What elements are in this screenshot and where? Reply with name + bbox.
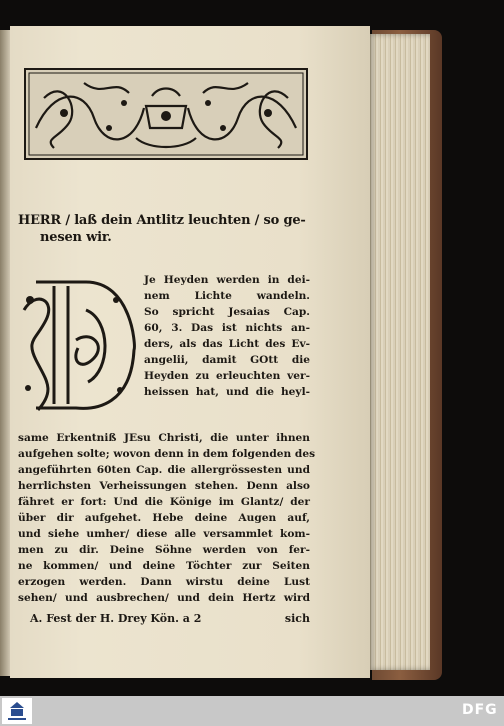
decorated-initial-d: [16, 270, 140, 418]
text-line: same Erkentniß JEsu Christi, die unter ihnen: [18, 432, 310, 444]
text-line: sehen/ und ausbrechen/ und dein Hertz wird: [18, 592, 310, 604]
text-line: ders, als das Licht des Ev-: [144, 338, 310, 350]
text-line: fähret er fort: Und die Könige im Glantz/ der: [18, 496, 310, 508]
text-line: men zu dir. Deine Söhne werden von fer-: [18, 544, 310, 556]
library-logo-icon[interactable]: [2, 698, 32, 724]
text-line: angelii, damit GOtt die: [144, 354, 310, 366]
text-line: aufgehen solte; wovon denn in dem folgenden des: [18, 448, 316, 460]
text-line: herrlichsten Verheissungen stehen. Denn also: [18, 480, 310, 492]
text-line: angeführten 60ten Cap. die allergrössesten und: [18, 464, 310, 476]
text-line: Je Heyden werden in dei-: [144, 274, 310, 286]
text-line: 60, 3. Das ist nichts an-: [144, 322, 310, 334]
catchword: sich: [284, 612, 310, 625]
heading-line-1: HERR / laß dein Antlitz leuchten / so ge-: [18, 213, 306, 228]
dfg-logo[interactable]: DFG: [462, 702, 498, 718]
heading-line-2: nesen wir.: [40, 230, 112, 245]
main-paragraph: [18, 430, 316, 606]
text-line: erzogen werden. Dann wirstu deine Lust: [18, 576, 310, 588]
text-line: So spricht Jesaias Cap.: [144, 306, 310, 318]
text-line: und siehe umher/ diese alle versammlet kom-: [18, 528, 310, 540]
ornament-headpiece: [24, 68, 308, 160]
section-heading: [18, 212, 318, 246]
text-line: ne kommen/ und deine Töchter zur Seiten: [18, 560, 310, 572]
page-edges: [368, 34, 430, 670]
text-line: nem Lichte wandeln.: [144, 290, 310, 302]
viewer-footer-bar: [0, 696, 504, 726]
text-line: heissen hat, und die heyl-: [144, 386, 310, 398]
previous-page-edge: [0, 30, 10, 676]
text-line: Heyden zu erleuchten ver-: [144, 370, 310, 382]
indented-paragraph: [144, 272, 310, 400]
text-line: über dir aufgehet. Hebe deine Augen auf,: [18, 512, 310, 524]
signature-mark: A. Fest der H. Drey Kön. a 2: [30, 612, 202, 625]
